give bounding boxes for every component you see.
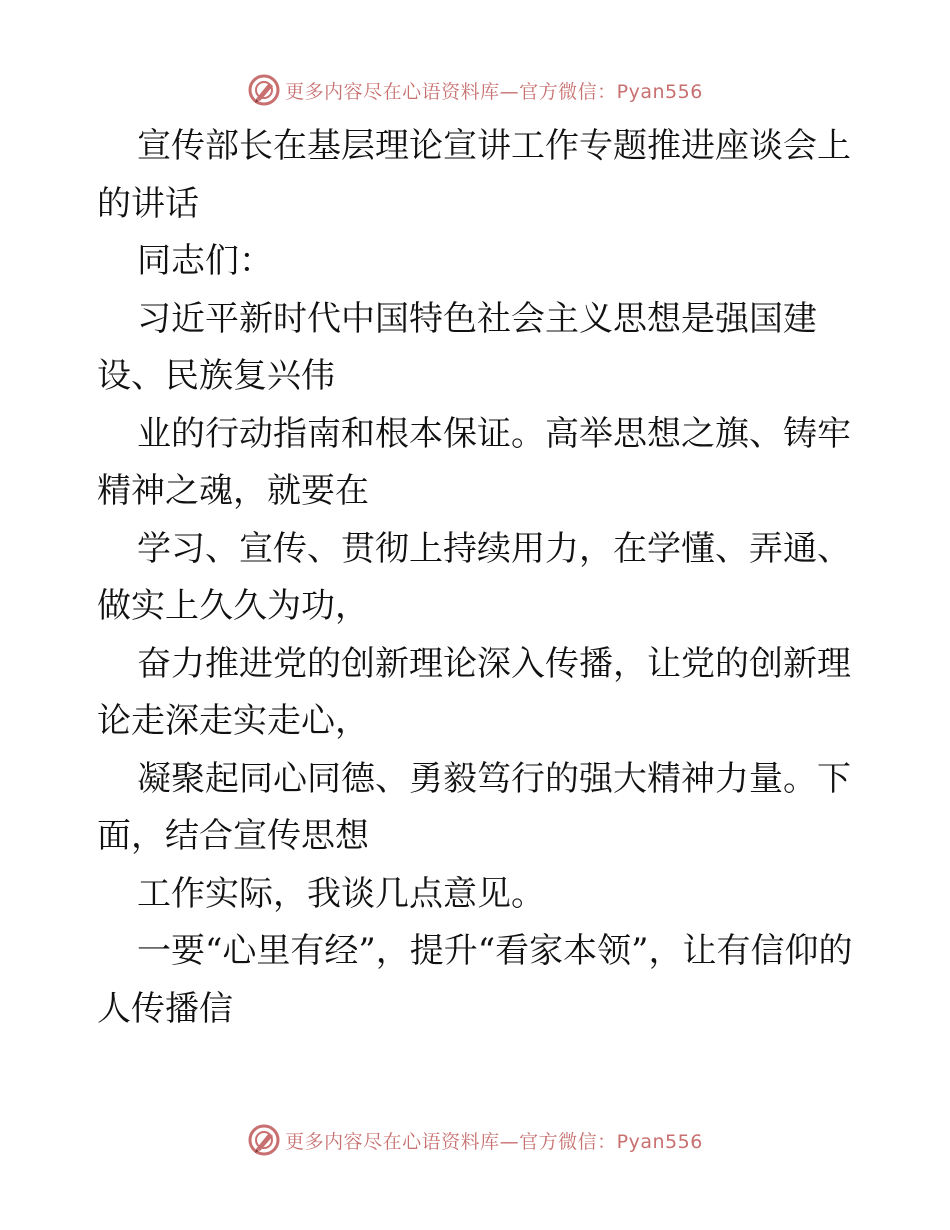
body-paragraph: 凝聚起同心同德、勇毅笃行的强大精神力量。下面，结合宣传思想 <box>97 758 851 856</box>
body-paragraph: 习近平新时代中国特色社会主义思想是强国建设、民族复兴伟 <box>97 298 817 396</box>
body-paragraph: 奋力推进党的创新理论深入传播，让党的创新理论走深走实走心， <box>97 643 851 741</box>
footer-watermark-banner <box>0 1120 950 1160</box>
document-title: 宣传部长在基层理论宣讲工作专题推进座谈会上的讲话 <box>97 126 851 224</box>
pen-logo-icon <box>247 1123 281 1157</box>
body-paragraph: 学习、宣传、贯彻上持续用力，在学懂、弄通、做实上久久为功， <box>97 528 851 626</box>
body-paragraph: 一要“心里有经”，提升“看家本领”，让有信仰的人传播信 <box>97 931 853 1029</box>
banner-text: 更多内容尽在心语资料库—官方微信：Pyan556 <box>285 80 703 103</box>
body-paragraph: 业的行动指南和根本保证。高举思想之旗、铸牢精神之魂，就要在 <box>97 413 851 511</box>
pen-logo-icon <box>247 73 281 107</box>
body-paragraph: 工作实际，我谈几点意见。 <box>137 873 545 914</box>
document-body <box>97 118 857 1038</box>
banner-text: 更多内容尽在心语资料库—官方微信：Pyan556 <box>285 1130 703 1153</box>
salutation: 同志们： <box>137 241 273 281</box>
header-watermark-banner <box>0 70 950 110</box>
